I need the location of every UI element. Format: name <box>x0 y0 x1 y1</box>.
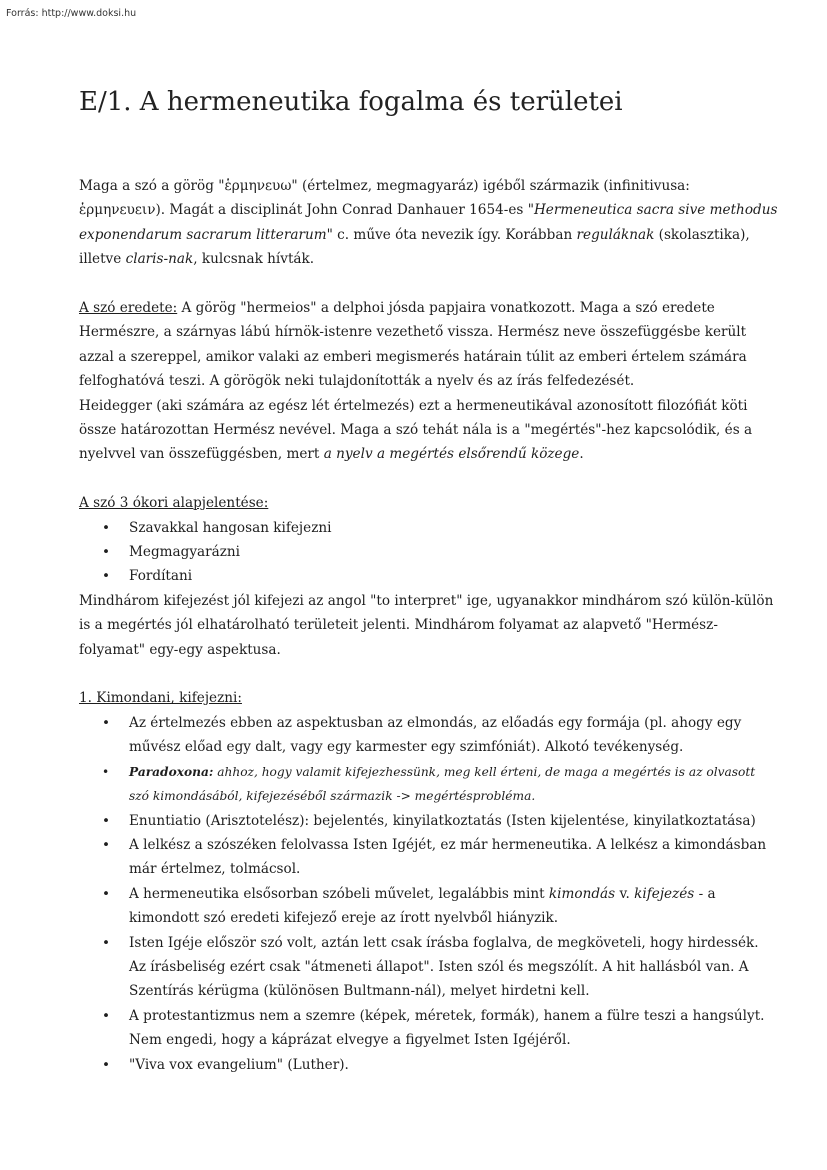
list-item <box>79 760 779 809</box>
list-item <box>79 882 779 931</box>
item-text: - a kimondott szó eredeti kifejező ereje az írott nyelvből hiányzik. <box>129 885 716 927</box>
intro-text: (skolasztika), illetve <box>79 226 750 268</box>
origin-paragraph <box>79 296 779 394</box>
list-item: • A protestantizmus nem a szemre (képek, méretek, formák), hanem a fülre teszi a hangsúlyt. Nem engedi, hogy a káprázat elvegye a figyelmet Isten Igéjéről. <box>79 1004 779 1053</box>
term-kimondas: kimondás <box>548 885 616 902</box>
meanings-heading: A szó 3 ókori alapjelentése: <box>79 495 269 512</box>
section1-heading: 1. Kimondani, kifejezni: <box>79 690 242 707</box>
origin-label: A szó eredete: <box>79 300 178 317</box>
term-claris: claris-nak <box>125 251 194 268</box>
source-line: Forrás: http://www.doksi.hu <box>6 8 137 19</box>
paradox-label: Paradoxona: <box>129 764 214 779</box>
item-text: v. <box>615 885 635 902</box>
heidegger-text: Heidegger (aki számára az egész lét értelmezés) ezt a hermeneutikával azonosított filozófiát köti össze határozottan Hermész nevével. Maga a szó tehát nála is a "megértés"-hez kapcsolódik, és a nyelvvel van összefüggésben, mert <box>79 397 753 463</box>
list-item: • Megmagyarázni <box>79 540 779 564</box>
term-regula: reguláknak <box>576 226 655 243</box>
list-item: • Fordítani <box>79 564 779 588</box>
period: . <box>579 446 584 463</box>
intro-text: , kulcsnak hívták. <box>193 251 315 268</box>
section1-list <box>79 711 779 1077</box>
list-item: • Az értelmezés ebben az aspektusban az elmondás, az előadás egy formája (pl. ahogy egy művész előad egy dalt, vagy egy karmester egy szimfóniát). Alkotó tevékenység. <box>79 711 779 760</box>
list-item: • Szavakkal hangosan kifejezni <box>79 516 779 540</box>
heidegger-paragraph <box>79 394 779 467</box>
intro-paragraph <box>79 174 779 272</box>
term-kifejezes: kifejezés <box>634 885 695 902</box>
meanings-list <box>79 516 779 589</box>
book-title: "Hermeneutica sacra sive methodus exponendarum sacrarum litterarum" <box>79 202 778 243</box>
list-item: • Isten Igéje először szó volt, aztán lett csak írásba foglalva, de megköveteli, hogy hirdessék. Az írásbeliség ezért csak "átmeneti állapot". Isten szól és megszólít. A hit hallásból van. A Szentírás kérügma (különösen Bultmann-nál), melyet hirdetni kell. <box>79 931 779 1004</box>
meanings-paragraph: Mindhárom kifejezést jól kifejezi az angol "to interpret" ige, ugyanakkor mindhárom szó külön-külön is a megértés jól elhatárolható területeit jelenti. Mindhárom folyamat az alapvető "Hermész-folyamat" egy-egy aspektusa. <box>79 592 774 658</box>
intro-text: Maga a szó a görög "ἑρμηνευω" (értelmez, megmagyaráz) igéből származik (infinitivusa: ἑρμηνευειν). Magát a disciplinát John Conrad Danhauer 1654-es <box>79 178 690 219</box>
item-text: A hermeneutika elsősorban szóbeli művelet, legalábbis mint <box>129 885 549 902</box>
paradox-text: ahhoz, hogy valamit kifejezhessünk, meg kell érteni, de maga a megértés is az olvasott szó kimondásából, kifejezéséből származik -> megértésprobléma. <box>129 764 756 804</box>
heidegger-quote: a nyelv a megértés elsőrendű közege <box>323 446 580 463</box>
list-item: • Enuntiatio (Arisztotelész): bejelentés, kinyilatkoztatás (Isten kijelentése, kinyilatkoztatása) <box>79 809 779 833</box>
list-item: • "Viva vox evangelium" (Luther). <box>79 1053 779 1077</box>
page-title: E/1. A hermeneutika fogalma és területei <box>79 87 623 117</box>
list-item: • A lelkész a szószéken felolvassa Isten Igéjét, ez már hermeneutika. A lelkész a kimondásban már értelmez, tolmácsol. <box>79 833 779 882</box>
document-body <box>79 174 779 1077</box>
origin-text: A görög "hermeios" a delphoi jósda papjaira vonatkozott. Maga a szó eredete Hermészre, a szárnyas lábú hírnök-istenre vezethető vissza. Hermész neve összefüggésbe került azzal a szereppel, amikor valaki az emberi megismerés határain túlit az emberi értelem számára felfoghatóvá teszi. A görögök neki tulajdonították a nyelv és az írás felfedezését. <box>79 300 747 390</box>
intro-text: c. műve óta nevezik így. Korábban <box>332 226 577 243</box>
